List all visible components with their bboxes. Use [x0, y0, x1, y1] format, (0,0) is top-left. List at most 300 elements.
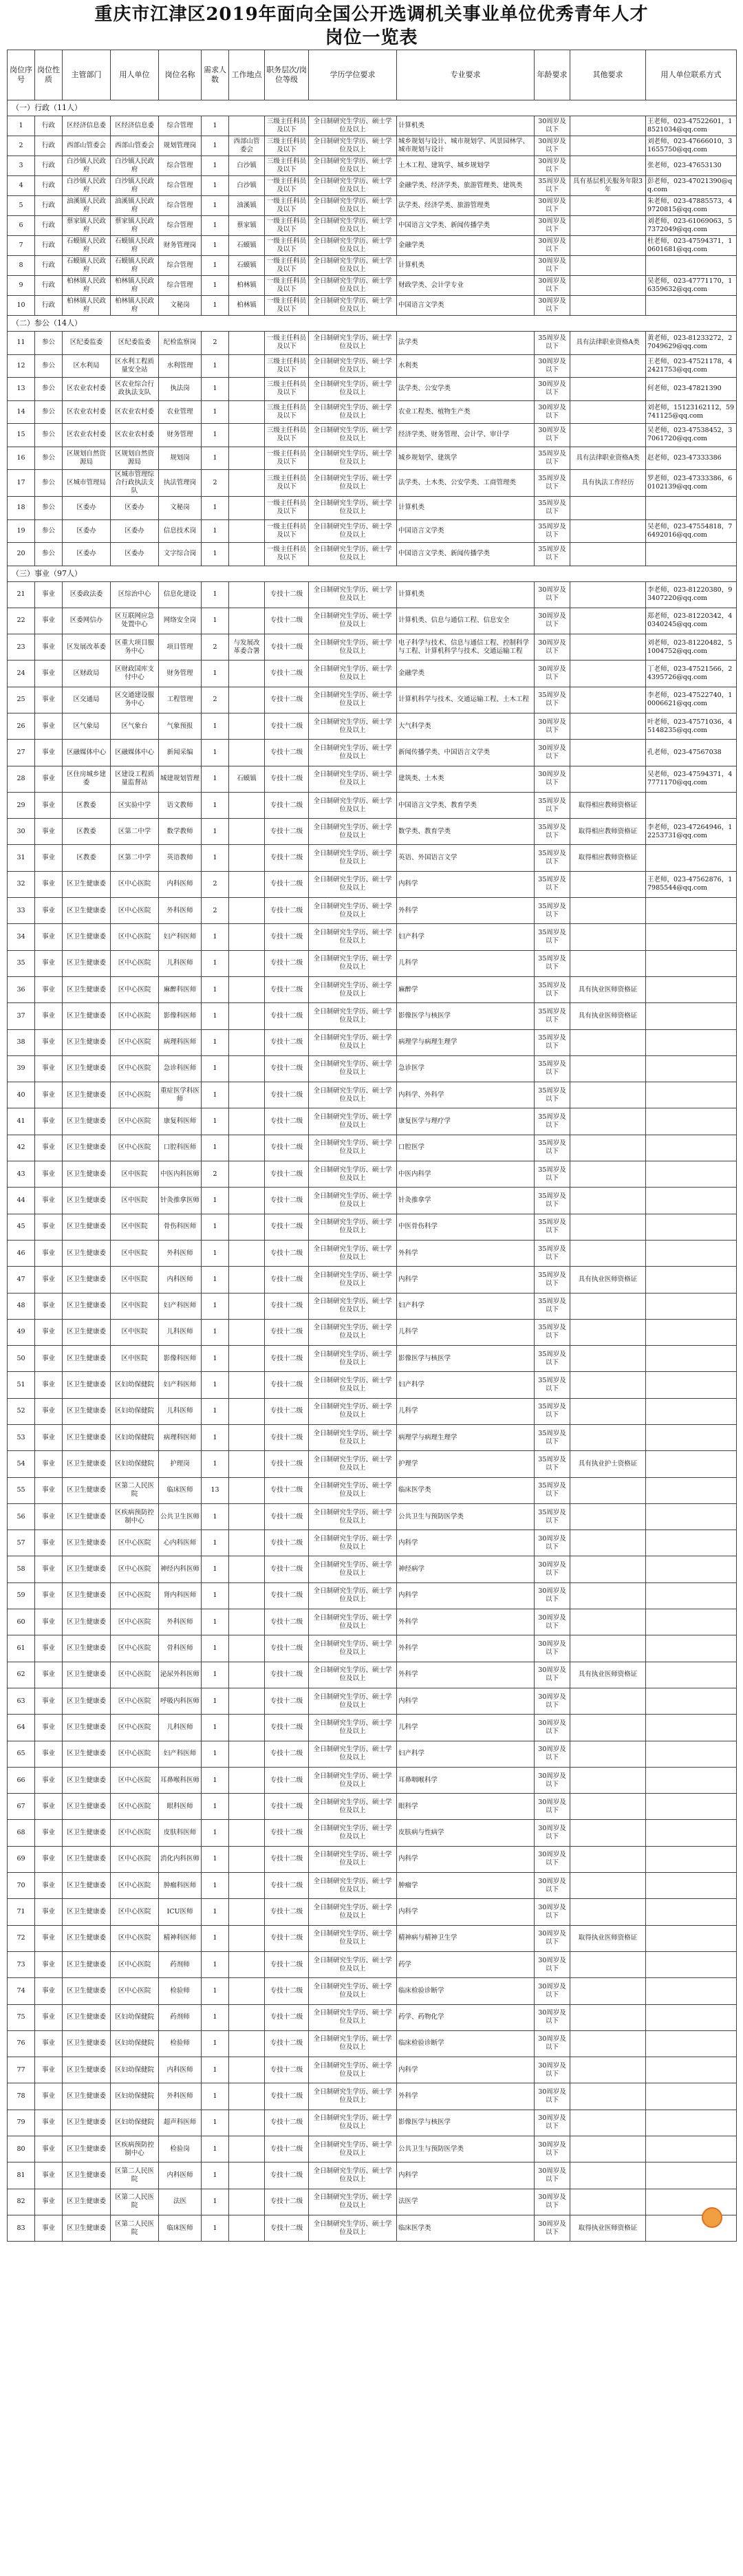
table-cell: 事业 [35, 1346, 63, 1372]
table-cell: 1 [202, 2057, 229, 2083]
table-cell: 区卫生健康委 [63, 1161, 111, 1188]
table-cell: 区中心医院 [111, 1794, 159, 1820]
table-cell: 区中心医院 [111, 1688, 159, 1714]
table-cell: 30周岁及以下 [535, 1925, 570, 1951]
table-cell: 1 [202, 1530, 229, 1556]
table-row [8, 1003, 737, 1029]
table-cell: 35周岁及以下 [535, 1161, 570, 1188]
table-cell: 区第二人民医院 [111, 2162, 159, 2189]
table-cell: 一级主任科员及以下 [265, 196, 309, 216]
table-cell [646, 1978, 737, 2004]
table-cell: 区委办 [111, 543, 159, 566]
table-cell: 专技十二级 [265, 950, 309, 976]
table-row [8, 740, 737, 766]
table-row [8, 1372, 737, 1398]
table-cell: 信息化建设 [159, 581, 202, 608]
table-cell: 30周岁及以下 [535, 276, 570, 296]
table-cell: 财务管理岗 [159, 236, 202, 256]
table-cell: 30周岁及以下 [535, 1899, 570, 1925]
table-cell: 35周岁及以下 [535, 819, 570, 845]
table-cell: 1 [202, 354, 229, 378]
table-row [8, 1794, 737, 1820]
table-cell: 全日制研究生学历、硕士学位及以上 [309, 713, 397, 739]
table-cell: 黄老师，023-81233272，27049629@qq.com [646, 332, 737, 355]
table-cell [646, 1556, 737, 1582]
table-cell: 35周岁及以下 [535, 687, 570, 713]
table-cell: 事业 [35, 1188, 63, 1214]
table-cell: 区规划自然资源局 [111, 447, 159, 470]
table-cell [570, 1425, 646, 1451]
table-cell: 10 [8, 296, 35, 316]
table-row [8, 2136, 737, 2162]
table-cell: 事业 [35, 976, 63, 1002]
table-cell [570, 296, 646, 316]
table-cell: 全日制研究生学历、硕士学位及以上 [309, 1372, 397, 1398]
table-cell: 事业 [35, 1161, 63, 1188]
table-cell [646, 2083, 737, 2110]
section-heading: （三）事业（97人） [8, 566, 737, 581]
table-cell: 事业 [35, 2083, 63, 2110]
table-cell: 参公 [35, 519, 63, 543]
table-cell [570, 581, 646, 608]
table-cell [570, 424, 646, 447]
table-cell: 30周岁及以下 [535, 1530, 570, 1556]
table-cell: 区教委 [63, 792, 111, 818]
table-cell: 行政 [35, 236, 63, 256]
table-cell: 专技十二级 [265, 1108, 309, 1135]
table-cell: 气象预报 [159, 713, 202, 739]
table-cell: 事业 [35, 1003, 63, 1029]
table-cell: 全日制研究生学历、硕士学位及以上 [309, 519, 397, 543]
table-cell: 西部山管委会 [229, 136, 265, 156]
table-cell [570, 136, 646, 156]
table-cell: 事业 [35, 1582, 63, 1609]
table-cell: 17 [8, 470, 35, 497]
table-row [8, 543, 737, 566]
table-cell: 事业 [35, 1530, 63, 1556]
table-cell: 区委办 [111, 519, 159, 543]
table-cell: 1 [202, 1794, 229, 1820]
table-cell: 全日制研究生学历、硕士学位及以上 [309, 1055, 397, 1082]
table-cell: 区卫生健康委 [63, 1978, 111, 2004]
table-cell [646, 1188, 737, 1214]
table-cell [570, 898, 646, 924]
table-cell: 耳鼻喉科医师 [159, 1767, 202, 1793]
table-cell: 三级主任科员及以下 [265, 136, 309, 156]
table-cell: 孔老师，023-47567038 [646, 740, 737, 766]
table-cell: 专技十二级 [265, 1214, 309, 1240]
table-cell: 1 [202, 1925, 229, 1951]
table-cell: 专技十二级 [265, 1767, 309, 1793]
table-cell [229, 2162, 265, 2189]
table-cell: 三级主任科员及以下 [265, 400, 309, 424]
table-cell: 参公 [35, 378, 63, 401]
table-cell: 73 [8, 1951, 35, 1977]
table-cell: 计算机类 [397, 116, 535, 136]
table-cell: 全日制研究生学历、硕士学位及以上 [309, 950, 397, 976]
table-cell: 2 [202, 898, 229, 924]
section-row [8, 100, 737, 116]
table-cell: 专技十二级 [265, 608, 309, 634]
table-cell: 事业 [35, 1425, 63, 1451]
table-cell: 全日制研究生学历、硕士学位及以上 [309, 581, 397, 608]
table-cell: 事业 [35, 581, 63, 608]
table-cell: 检验岗 [159, 2136, 202, 2162]
table-cell [229, 447, 265, 470]
table-cell: 全日制研究生学历、硕士学位及以上 [309, 740, 397, 766]
table-cell: 区卫生健康委 [63, 1820, 111, 1846]
table-cell [570, 1873, 646, 1899]
table-cell: 区中心医院 [111, 1530, 159, 1556]
table-cell [229, 1055, 265, 1082]
table-cell: 中国语言文学类、教育学类 [397, 792, 535, 818]
table-cell: 1 [202, 543, 229, 566]
table-cell: 30周岁及以下 [535, 1846, 570, 1872]
table-cell: 骨科医师 [159, 1635, 202, 1662]
table-cell [570, 2110, 646, 2136]
table-cell: 8 [8, 256, 35, 276]
table-cell: 30周岁及以下 [535, 2030, 570, 2057]
table-cell: 区规划自然资源局 [63, 447, 111, 470]
table-cell: 18 [8, 497, 35, 520]
table-cell: 一级主任科员及以下 [265, 332, 309, 355]
table-cell [570, 1082, 646, 1108]
table-cell: 区建设工程质量监督站 [111, 766, 159, 792]
table-cell: 事业 [35, 2215, 63, 2241]
table-cell [570, 1635, 646, 1662]
table-cell: 妇产科学 [397, 1741, 535, 1767]
table-cell: 35周岁及以下 [535, 871, 570, 897]
table-cell: 专技十二级 [265, 1635, 309, 1662]
table-cell: 财政学类、会计学专业 [397, 276, 535, 296]
table-cell [229, 378, 265, 401]
table-cell: 参公 [35, 543, 63, 566]
table-cell: 全日制研究生学历、硕士学位及以上 [309, 1873, 397, 1899]
table-row [8, 1715, 737, 1741]
table-cell [229, 1688, 265, 1714]
table-cell: 1 [202, 1978, 229, 2004]
table-cell: 30周岁及以下 [535, 1662, 570, 1688]
table-cell: 区实验中学 [111, 792, 159, 818]
table-cell: 1 [202, 216, 229, 236]
table-cell: 专技十二级 [265, 1267, 309, 1293]
table-cell: 11 [8, 332, 35, 355]
table-cell [229, 1161, 265, 1188]
table-cell [570, 1398, 646, 1424]
table-cell: 内科医师 [159, 2057, 202, 2083]
table-cell: 全日制研究生学历、硕士学位及以上 [309, 687, 397, 713]
section-row [8, 316, 737, 332]
table-cell: 内科学 [397, 1688, 535, 1714]
table-cell: 区妇幼保健院 [111, 1398, 159, 1424]
table-cell [570, 1820, 646, 1846]
table-row [8, 2083, 737, 2110]
table-cell [229, 976, 265, 1002]
table-cell: 12 [8, 354, 35, 378]
table-cell: 专技十二级 [265, 1582, 309, 1609]
table-cell: 区卫生健康委 [63, 1530, 111, 1556]
table-cell [229, 845, 265, 871]
table-row [8, 2110, 737, 2136]
table-row [8, 1925, 737, 1951]
table-cell: 行政 [35, 276, 63, 296]
table-cell: 14 [8, 400, 35, 424]
table-cell [570, 1609, 646, 1635]
table-cell [646, 1240, 737, 1266]
table-cell: 61 [8, 1635, 35, 1662]
table-cell: 西部山管委会 [63, 136, 111, 156]
table-cell: 全日制研究生学历、硕士学位及以上 [309, 296, 397, 316]
table-cell: 内科医师 [159, 871, 202, 897]
table-cell: 法学类、公安学类 [397, 378, 535, 401]
table-cell: 英语、外国语言文学 [397, 845, 535, 871]
table-cell [646, 1688, 737, 1714]
table-cell: 区农业农村委 [63, 378, 111, 401]
table-cell: 专技十二级 [265, 1372, 309, 1398]
table-cell: 区水利工程质量安全站 [111, 354, 159, 378]
table-cell: 区卫生健康委 [63, 924, 111, 950]
table-cell: 1 [202, 2162, 229, 2189]
table-cell: 34 [8, 924, 35, 950]
table-cell: 英语教师 [159, 845, 202, 871]
table-cell: 事业 [35, 1951, 63, 1977]
table-cell: 全日制研究生学历、硕士学位及以上 [309, 1715, 397, 1741]
table-cell [229, 1135, 265, 1161]
table-cell: 1 [202, 497, 229, 520]
table-cell: 精神病与精神卫生学 [397, 1925, 535, 1951]
table-cell: 参公 [35, 447, 63, 470]
table-cell: 行政 [35, 216, 63, 236]
table-cell [646, 1951, 737, 1977]
table-cell: 妇产科学 [397, 1293, 535, 1319]
table-cell: 区农业农村委 [111, 400, 159, 424]
table-cell [570, 713, 646, 739]
table-cell [570, 871, 646, 897]
table-cell: 1 [202, 792, 229, 818]
table-cell: 74 [8, 1978, 35, 2004]
table-cell: 32 [8, 871, 35, 897]
table-cell [646, 845, 737, 871]
table-cell: 区中医院 [111, 1319, 159, 1345]
table-cell [229, 1662, 265, 1688]
table-cell: 31 [8, 845, 35, 871]
table-cell: 蔡家镇 [229, 216, 265, 236]
table-cell: 区卫生健康委 [63, 1582, 111, 1609]
table-cell: 石蟆镇人民政府 [63, 236, 111, 256]
table-cell: 金融学类 [397, 661, 535, 687]
table-cell: 土木工程、建筑学、城乡规划学 [397, 156, 535, 176]
table-cell: 石蟆镇人民政府 [111, 256, 159, 276]
table-cell: 1 [202, 1556, 229, 1582]
table-cell: 精神科医师 [159, 1925, 202, 1951]
table-cell: 参公 [35, 400, 63, 424]
table-cell [570, 2083, 646, 2110]
table-cell [570, 950, 646, 976]
table-cell: 区妇幼保健院 [111, 2030, 159, 2057]
table-cell: 事业 [35, 1240, 63, 1266]
table-cell: 康复医学与理疗学 [397, 1108, 535, 1135]
table-cell: 一级主任科员及以下 [265, 543, 309, 566]
table-cell: 影像医学与核医学 [397, 1003, 535, 1029]
table-cell: 事业 [35, 766, 63, 792]
table-row [8, 497, 737, 520]
table-row [8, 2162, 737, 2189]
table-cell [229, 1951, 265, 1977]
header-cell: 职务层次/岗位等级 [265, 50, 309, 100]
table-row [8, 1346, 737, 1372]
table-cell [646, 924, 737, 950]
header-cell: 学历学位要求 [309, 50, 397, 100]
table-cell: 1 [8, 116, 35, 136]
table-cell: 事业 [35, 819, 63, 845]
table-cell: 全日制研究生学历、硕士学位及以上 [309, 424, 397, 447]
table-cell: 区中医院 [111, 1161, 159, 1188]
table-cell: 区水利局 [63, 354, 111, 378]
table-cell: 参公 [35, 497, 63, 520]
table-cell: 消化内科医师 [159, 1846, 202, 1872]
table-cell [229, 1003, 265, 1029]
table-cell: 影像医学与核医学 [397, 1346, 535, 1372]
table-cell: 全日制研究生学历、硕士学位及以上 [309, 332, 397, 355]
table-cell: 妇产科医师 [159, 1372, 202, 1398]
table-cell: 30周岁及以下 [535, 2162, 570, 2189]
table-cell: 区卫生健康委 [63, 1029, 111, 1055]
table-cell: 事业 [35, 1503, 63, 1530]
table-cell [570, 236, 646, 256]
table-cell [570, 1530, 646, 1556]
table-cell: 网络安全岗 [159, 608, 202, 634]
table-cell: 针灸推拿学 [397, 1188, 535, 1214]
table-cell: 刘老师，023-47666010，31655750@qq.com [646, 136, 737, 156]
table-cell: 区农业综合行政执法支队 [111, 378, 159, 401]
table-cell [229, 1715, 265, 1741]
table-cell [646, 1108, 737, 1135]
table-cell: 1 [202, 136, 229, 156]
table-cell: 外科医师 [159, 898, 202, 924]
table-cell: 事业 [35, 687, 63, 713]
table-cell: 王老师，023-47522601，18521034@qq.com [646, 116, 737, 136]
table-cell: 全日制研究生学历、硕士学位及以上 [309, 543, 397, 566]
table-cell [646, 1635, 737, 1662]
table-cell: 1 [202, 424, 229, 447]
table-cell: 李老师，023-47264946，12253731@qq.com [646, 819, 737, 845]
table-cell: 药学 [397, 1951, 535, 1977]
table-cell: 中医内科学 [397, 1161, 535, 1188]
table-cell: 专技十二级 [265, 1503, 309, 1530]
table-cell: 30周岁及以下 [535, 1556, 570, 1582]
table-cell: 58 [8, 1556, 35, 1582]
table-cell: 区卫生健康委 [63, 1794, 111, 1820]
table-cell: 专技十二级 [265, 634, 309, 661]
section-heading: （二）参公（14人） [8, 316, 737, 332]
table-cell: 文字综合岗 [159, 543, 202, 566]
table-row [8, 713, 737, 739]
table-cell: 全日制研究生学历、硕士学位及以上 [309, 1846, 397, 1872]
table-cell: 1 [202, 196, 229, 216]
table-cell: 专技十二级 [265, 661, 309, 687]
document-page [7, 0, 736, 2242]
table-cell: 30周岁及以下 [535, 1688, 570, 1714]
table-cell: 48 [8, 1293, 35, 1319]
table-cell: 区中心医院 [111, 898, 159, 924]
table-cell: 54 [8, 1451, 35, 1477]
table-cell: 柏林镇人民政府 [111, 276, 159, 296]
table-cell: 中医骨伤科学 [397, 1214, 535, 1240]
table-cell: 13 [202, 1477, 229, 1503]
table-cell: 30周岁及以下 [535, 581, 570, 608]
table-cell: 全日制研究生学历、硕士学位及以上 [309, 236, 397, 256]
table-cell: 妇产科学 [397, 1372, 535, 1398]
table-cell: 石蟆镇 [229, 256, 265, 276]
table-cell: 4 [8, 176, 35, 196]
table-row [8, 196, 737, 216]
table-cell: 事业 [35, 1293, 63, 1319]
table-cell: 区妇幼保健院 [111, 1372, 159, 1398]
table-cell: 王老师，023-47562876，17985544@qq.com [646, 871, 737, 897]
table-cell [646, 1820, 737, 1846]
table-cell: 16 [8, 447, 35, 470]
table-cell [570, 2004, 646, 2030]
table-cell: 30周岁及以下 [535, 2110, 570, 2136]
table-cell [229, 819, 265, 845]
table-cell: 内科学 [397, 1267, 535, 1293]
table-cell [570, 2057, 646, 2083]
table-cell: 70 [8, 1873, 35, 1899]
table-row [8, 332, 737, 355]
table-cell: 一级主任科员及以下 [265, 447, 309, 470]
table-cell: 全日制研究生学历、硕士学位及以上 [309, 1214, 397, 1240]
table-cell: 1 [202, 1240, 229, 1266]
table-cell: 区中心医院 [111, 1055, 159, 1082]
table-cell: 外科医师 [159, 1240, 202, 1266]
table-cell [570, 1556, 646, 1582]
table-cell: 区卫生健康委 [63, 1873, 111, 1899]
table-cell: 1 [202, 1741, 229, 1767]
table-row [8, 1820, 737, 1846]
table-cell: 区卫生健康委 [63, 1425, 111, 1451]
table-cell: 全日制研究生学历、硕士学位及以上 [309, 1688, 397, 1714]
table-cell: 区卫生健康委 [63, 2189, 111, 2215]
table-cell [570, 116, 646, 136]
table-cell: 金融学类、经济学类、旅游管理类、建筑类 [397, 176, 535, 196]
table-cell [570, 1135, 646, 1161]
table-cell: 事业 [35, 1820, 63, 1846]
table-cell: 全日制研究生学历、硕士学位及以上 [309, 276, 397, 296]
table-cell: 59 [8, 1582, 35, 1609]
table-cell: 专技十二级 [265, 2057, 309, 2083]
table-cell: 事业 [35, 634, 63, 661]
table-cell: 专技十二级 [265, 1794, 309, 1820]
table-cell: 全日制研究生学历、硕士学位及以上 [309, 1108, 397, 1135]
table-cell: 35周岁及以下 [535, 1055, 570, 1082]
table-cell: 35周岁及以下 [535, 1425, 570, 1451]
table-cell: 全日制研究生学历、硕士学位及以上 [309, 976, 397, 1002]
table-cell: 1 [202, 924, 229, 950]
table-cell: 事业 [35, 1055, 63, 1082]
table-cell [229, 1293, 265, 1319]
table-cell: 1 [202, 116, 229, 136]
table-cell: 1 [202, 1820, 229, 1846]
table-cell [646, 792, 737, 818]
table-cell: 参公 [35, 424, 63, 447]
table-cell: 专技十二级 [265, 1925, 309, 1951]
table-cell [570, 1477, 646, 1503]
table-cell: 1 [202, 1688, 229, 1714]
table-cell: 1 [202, 766, 229, 792]
table-cell: 1 [202, 1846, 229, 1872]
table-cell: 具有基层机关服务年限3年 [570, 176, 646, 196]
table-cell [229, 497, 265, 520]
